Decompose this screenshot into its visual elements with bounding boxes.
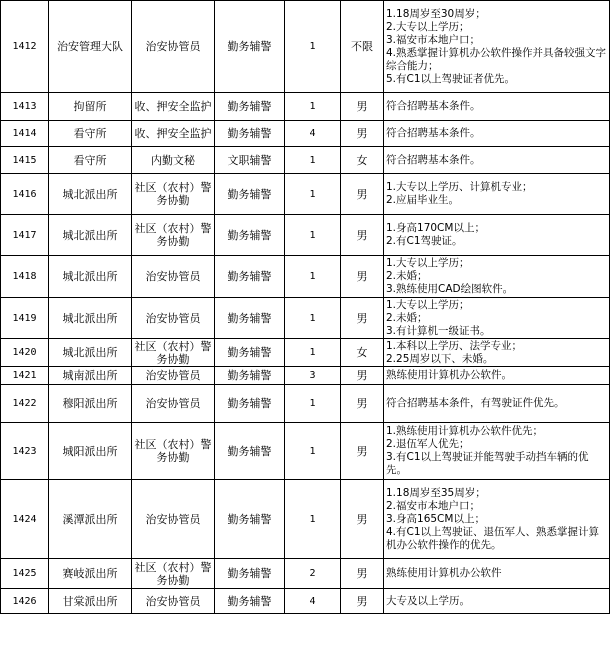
requirements-cell (384, 559, 610, 589)
requirement-line: 5.有C1以上驾驶证者优先。 (386, 72, 516, 85)
position-name: 治安协管员 (132, 385, 215, 423)
gender-requirement: 男 (341, 423, 384, 480)
gender-requirement: 不限 (341, 1, 384, 93)
row-id: 1425 (1, 559, 49, 589)
gender-requirement: 男 (341, 121, 384, 147)
position-type: 勤务辅警 (215, 1, 285, 93)
hire-count: 1 (285, 215, 341, 256)
position-name: 收、押安全监护 (132, 93, 215, 121)
unit-name: 城北派出所 (49, 256, 132, 298)
unit-name: 城阳派出所 (49, 423, 132, 480)
row-id: 1421 (1, 367, 49, 385)
requirements-cell (384, 93, 610, 121)
position-type: 文职辅警 (215, 147, 285, 174)
hire-count: 4 (285, 121, 341, 147)
row-id: 1418 (1, 256, 49, 298)
requirement-line: 1.本科以上学历、法学专业； (386, 339, 523, 352)
row-id: 1422 (1, 385, 49, 423)
position-name: 社区（农村）警务协勤 (132, 215, 215, 256)
position-name: 收、押安全监护 (132, 121, 215, 147)
position-name: 内勤文秘 (132, 147, 215, 174)
requirement-line: 符合招聘基本条件。 (386, 153, 481, 166)
row-id: 1424 (1, 480, 49, 559)
unit-name: 甘棠派出所 (49, 589, 132, 614)
row-id: 1426 (1, 589, 49, 614)
table-row (1, 121, 610, 147)
row-id: 1414 (1, 121, 49, 147)
requirement-line: 符合招聘基本条件。 (386, 100, 481, 112)
requirements-cell (384, 480, 610, 559)
requirements-cell (384, 147, 610, 174)
position-name: 治安协管员 (132, 367, 215, 385)
hire-count: 1 (285, 256, 341, 298)
position-type: 勤务辅警 (215, 298, 285, 339)
position-name: 社区（农村）警务协勤 (132, 339, 215, 367)
unit-name: 城北派出所 (49, 339, 132, 367)
requirement-line: 4.熟悉掌握计算机办公软件操作并具备较强文字综合能力； (386, 46, 607, 72)
table-row (1, 339, 610, 367)
table-row (1, 93, 610, 121)
requirement-line: 大专及以上学历。 (386, 594, 470, 607)
requirement-line: 1.大专以上学历、计算机专业； (386, 181, 533, 193)
unit-name: 城北派出所 (49, 174, 132, 215)
requirements-cell (384, 423, 610, 480)
requirement-line: 符合招聘基本条件。 (386, 127, 481, 139)
position-name: 治安协管员 (132, 480, 215, 559)
requirements-cell (384, 121, 610, 147)
hire-count: 1 (285, 174, 341, 215)
requirement-line: 3.身高165CM以上； (386, 512, 485, 525)
position-name: 治安协管员 (132, 589, 215, 614)
position-type: 勤务辅警 (215, 385, 285, 423)
requirements-cell (384, 215, 610, 256)
requirement-line: 1.身高170CM以上； (386, 222, 485, 234)
unit-name: 穆阳派出所 (49, 385, 132, 423)
hire-count: 1 (285, 93, 341, 121)
table-row (1, 559, 610, 589)
gender-requirement: 女 (341, 147, 384, 174)
requirement-line: 符合招聘基本条件，有驾驶证件优先。 (386, 397, 565, 409)
position-type: 勤务辅警 (215, 589, 285, 614)
table-row (1, 480, 610, 559)
hire-count: 1 (285, 480, 341, 559)
gender-requirement: 男 (341, 559, 384, 589)
row-id: 1416 (1, 174, 49, 215)
requirement-line: 3.熟练使用CAD绘图软件。 (386, 283, 514, 295)
row-id: 1415 (1, 147, 49, 174)
position-name: 治安协管员 (132, 256, 215, 298)
unit-name: 治安管理大队 (49, 1, 132, 93)
gender-requirement: 男 (341, 385, 384, 423)
requirement-line: 2.25周岁以下、未婚。 (386, 352, 494, 365)
unit-name: 溪潭派出所 (49, 480, 132, 559)
requirement-line: 2.应届毕业生。 (386, 194, 460, 206)
table-row (1, 423, 610, 480)
requirements-cell (384, 385, 610, 423)
requirement-line: 2.福安市本地户口； (386, 499, 481, 512)
requirement-line: 1.熟练使用计算机办公软件优先； (386, 425, 544, 437)
unit-name: 拘留所 (49, 93, 132, 121)
position-type: 勤务辅警 (215, 339, 285, 367)
row-id: 1419 (1, 298, 49, 339)
position-name: 治安协管员 (132, 298, 215, 339)
requirement-line: 1.大专以上学历； (386, 257, 470, 269)
table-body (1, 1, 610, 614)
requirement-line: 2.有C1驾驶证。 (386, 235, 463, 247)
hire-count: 3 (285, 367, 341, 385)
requirement-line: 1.18周岁至30周岁； (386, 7, 486, 20)
gender-requirement: 男 (341, 298, 384, 339)
requirements-cell (384, 589, 610, 614)
table-row (1, 589, 610, 614)
requirement-line: 2.未婚； (386, 311, 428, 324)
row-id: 1412 (1, 1, 49, 93)
gender-requirement: 男 (341, 480, 384, 559)
row-id: 1417 (1, 215, 49, 256)
requirement-line: 2.大专以上学历； (386, 20, 470, 33)
unit-name: 看守所 (49, 121, 132, 147)
requirement-line: 3.福安市本地户口； (386, 33, 481, 46)
gender-requirement: 女 (341, 339, 384, 367)
position-name: 治安协管员 (132, 1, 215, 93)
table-row (1, 174, 610, 215)
unit-name: 城南派出所 (49, 367, 132, 385)
gender-requirement: 男 (341, 215, 384, 256)
position-type: 勤务辅警 (215, 367, 285, 385)
requirement-line: 3.有C1以上驾驶证并能驾驶手动挡车辆的优先。 (386, 451, 589, 476)
position-name: 社区（农村）警务协勤 (132, 423, 215, 480)
hire-count: 1 (285, 147, 341, 174)
table-row (1, 298, 610, 339)
position-type: 勤务辅警 (215, 121, 285, 147)
requirement-line: 2.退伍军人优先； (386, 438, 470, 450)
hire-count: 2 (285, 559, 341, 589)
requirement-line: 熟练使用计算机办公软件 (386, 567, 502, 579)
table-row (1, 1, 610, 93)
gender-requirement: 男 (341, 589, 384, 614)
requirements-cell (384, 339, 610, 367)
position-type: 勤务辅警 (215, 256, 285, 298)
table-row (1, 256, 610, 298)
gender-requirement: 男 (341, 93, 384, 121)
unit-name: 城北派出所 (49, 215, 132, 256)
position-name: 社区（农村）警务协勤 (132, 174, 215, 215)
hire-count: 1 (285, 339, 341, 367)
hire-count: 1 (285, 1, 341, 93)
requirements-cell (384, 367, 610, 385)
table-row (1, 147, 610, 174)
position-type: 勤务辅警 (215, 93, 285, 121)
requirements-cell (384, 256, 610, 298)
position-type: 勤务辅警 (215, 423, 285, 480)
hire-count: 1 (285, 385, 341, 423)
gender-requirement: 男 (341, 256, 384, 298)
requirements-cell (384, 174, 610, 215)
position-type: 勤务辅警 (215, 480, 285, 559)
requirement-line: 1.18周岁至35周岁； (386, 486, 486, 499)
requirements-cell (384, 298, 610, 339)
requirement-line: 3.有计算机一级证书。 (386, 324, 491, 337)
table-row (1, 367, 610, 385)
table-row (1, 385, 610, 423)
gender-requirement: 男 (341, 174, 384, 215)
unit-name: 城北派出所 (49, 298, 132, 339)
requirements-cell (384, 1, 610, 93)
requirement-line: 熟练使用计算机办公软件。 (386, 369, 512, 381)
unit-name: 看守所 (49, 147, 132, 174)
position-type: 勤务辅警 (215, 215, 285, 256)
hire-count: 1 (285, 298, 341, 339)
row-id: 1413 (1, 93, 49, 121)
requirement-line: 4.有C1以上驾驶证、退伍军人、熟悉掌握计算机办公软件操作的优先。 (386, 525, 600, 551)
gender-requirement: 男 (341, 367, 384, 385)
unit-name: 赛岐派出所 (49, 559, 132, 589)
requirement-line: 1.大专以上学历； (386, 298, 470, 311)
table-row (1, 215, 610, 256)
hire-count: 1 (285, 423, 341, 480)
row-id: 1420 (1, 339, 49, 367)
row-id: 1423 (1, 423, 49, 480)
position-type: 勤务辅警 (215, 559, 285, 589)
hire-count: 4 (285, 589, 341, 614)
position-type: 勤务辅警 (215, 174, 285, 215)
requirement-line: 2.未婚； (386, 270, 428, 282)
position-name: 社区（农村）警务协勤 (132, 559, 215, 589)
